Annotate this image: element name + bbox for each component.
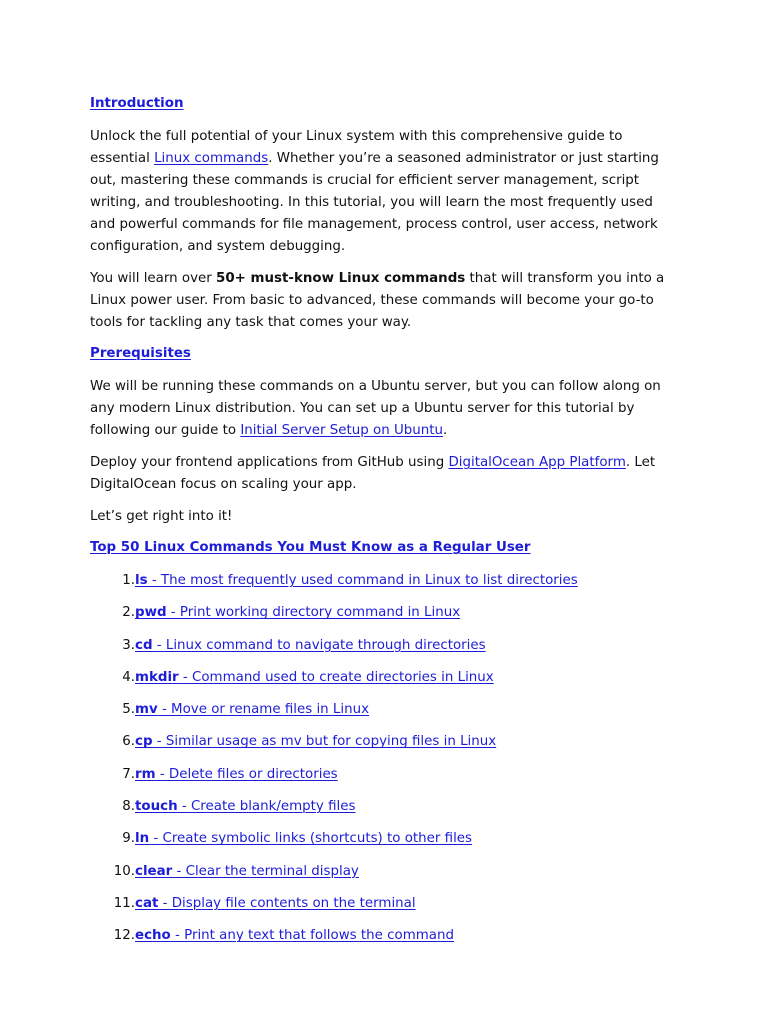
introduction-heading[interactable] [90, 94, 680, 114]
intro-p2-text-after: that will transform you into a Linux power user. From basic to advanced, these commands will become your go-to tools for tackling any task that comes your way. [90, 271, 665, 330]
list-item [90, 635, 680, 657]
list-item [90, 667, 680, 689]
command-name: pwd [135, 605, 167, 621]
list-item [90, 893, 680, 915]
command-description: - Print any text that follows the command [170, 928, 454, 944]
command-name: cp [135, 734, 153, 750]
command-link-ln[interactable] [135, 828, 472, 850]
command-description: - Clear the terminal display [172, 863, 359, 879]
command-link-echo[interactable] [135, 925, 454, 947]
list-item [90, 925, 680, 947]
top50-heading-link[interactable]: Top 50 Linux Commands You Must Know as a Regular User [90, 540, 531, 555]
command-link-mkdir[interactable] [135, 667, 494, 689]
list-item [90, 796, 680, 818]
command-description: - Similar usage as mv but for copying files in Linux [152, 734, 497, 750]
commands-list [90, 570, 680, 947]
list-item-number: 5. [122, 702, 135, 718]
prerequisites-heading-link[interactable]: Prerequisites [90, 346, 191, 361]
app-platform-link[interactable]: DigitalOcean App Platform [448, 455, 626, 470]
list-item-number: 10. [113, 863, 135, 879]
introduction-paragraph-1 [90, 126, 680, 258]
intro-p1-text-before: Unlock the full potential of your Linux system with this comprehensive guide to essential [90, 129, 623, 166]
list-item [90, 699, 680, 721]
command-link-rm[interactable] [135, 764, 338, 786]
command-link-cd[interactable] [135, 635, 486, 657]
list-item [90, 731, 680, 753]
prerequisites-heading[interactable] [90, 344, 680, 364]
prerequisites-paragraph-2 [90, 452, 680, 496]
command-description: - The most frequently used command in Linux to list directories [147, 573, 578, 588]
command-link-mv[interactable] [135, 699, 369, 721]
list-item [90, 828, 680, 850]
prerequisites-paragraph-1 [90, 376, 680, 442]
top50-heading[interactable] [90, 538, 680, 558]
intro-p2-bold-text: 50+ must-know Linux commands [216, 271, 466, 286]
list-item-number: 12. [113, 928, 135, 944]
command-name: mv [135, 702, 158, 718]
command-name: cat [135, 895, 159, 911]
intro-p2-text-before: You will learn over [90, 271, 217, 286]
command-name: cd [135, 637, 153, 653]
prerequisites-paragraph-3: Let’s get right into it! [90, 509, 233, 524]
list-item-number: 8. [122, 799, 135, 815]
list-item-number: 3. [122, 637, 135, 653]
prereq-p1-text-after: . [442, 423, 448, 438]
command-description: - Create symbolic links (shortcuts) to other files [149, 831, 473, 847]
list-item-number: 7. [122, 766, 135, 782]
command-description: - Command used to create directories in Linux [178, 669, 494, 685]
command-description: - Linux command to navigate through directories [152, 637, 486, 653]
initial-server-setup-link[interactable]: Initial Server Setup on Ubuntu [240, 423, 443, 438]
list-item [90, 602, 680, 624]
command-link-ls[interactable] [135, 570, 578, 592]
list-item-number: 6. [122, 734, 135, 750]
command-description: - Move or rename files in Linux [157, 702, 370, 718]
command-name: touch [135, 799, 178, 815]
list-item-number: 1. [122, 573, 135, 588]
prereq-p2-text-after: . Let DigitalOcean focus on scaling your app. [90, 455, 656, 492]
command-link-touch[interactable] [135, 796, 355, 818]
list-item-number: 2. [122, 605, 135, 621]
command-description: - Print working directory command in Linux [166, 605, 461, 621]
command-description: - Delete files or directories [155, 766, 338, 782]
command-description: - Create blank/empty files [177, 799, 356, 815]
command-description: - Display file contents on the terminal [158, 895, 416, 911]
list-item-number: 4. [122, 669, 135, 685]
command-link-clear[interactable] [135, 861, 359, 883]
command-name: rm [135, 766, 156, 782]
linux-commands-link[interactable]: Linux commands [154, 151, 269, 166]
list-item [90, 764, 680, 786]
list-item [90, 861, 680, 883]
prereq-p2-text-before: Deploy your frontend applications from GitHub using [90, 455, 449, 470]
prereq-p1-text-before: We will be running these commands on a Ubuntu server, but you can follow along on any modern Linux distribution. You can set up a Ubuntu server for this tutorial by following our guide to [90, 379, 661, 438]
command-link-cp[interactable] [135, 731, 496, 753]
command-link-cat[interactable] [135, 893, 416, 915]
introduction-heading-link[interactable]: Introduction [90, 96, 184, 111]
command-name: echo [135, 928, 171, 944]
list-item-number: 11. [113, 895, 135, 911]
command-name: ln [135, 831, 150, 847]
command-name: ls [135, 573, 148, 588]
command-name: clear [135, 863, 173, 879]
list-item-number: 9. [122, 831, 135, 847]
command-name: mkdir [135, 669, 179, 685]
intro-p1-text-after: . Whether you’re a seasoned administrator or just starting out, mastering these commands is crucial for efficient server management, script writing, and troubleshooting. In this tutorial, you will learn the most frequently used and powerful commands for file management, process control, user access, network configuration, and system debugging. [90, 151, 659, 254]
command-link-pwd[interactable] [135, 602, 460, 624]
list-item [90, 570, 680, 592]
introduction-paragraph-2 [90, 268, 680, 334]
